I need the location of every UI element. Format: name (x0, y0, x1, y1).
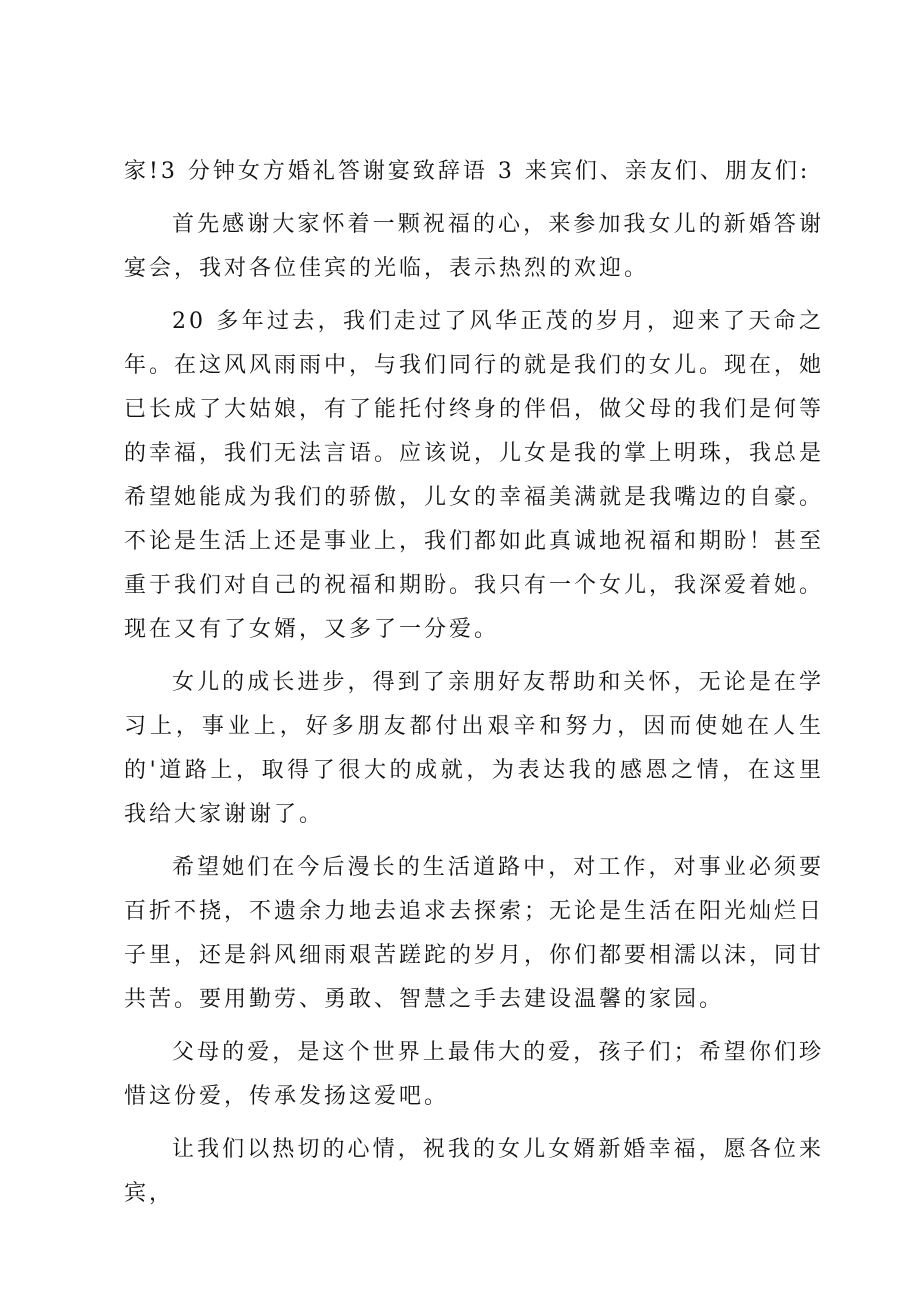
paragraph-blessing: 让我们以热切的心情，祝我的女儿女婿新婚幸福，愿各位来宾， (124, 1137, 824, 1206)
paragraph-thanks: 首先感谢大家怀着一颗祝福的心，来参加我女儿的新婚答谢宴会，我对各位佳宾的光临，表示热烈的欢迎。 (124, 212, 824, 281)
paragraph-hopes: 希望她们在今后漫长的生活道路中，对工作，对事业必须要百折不挠，不遗余力地去追求去探索；无论是生活在阳光灿烂日子里，还是斜风细雨艰苦蹉跎的岁月，你们都要相濡以沫，同甘共苦。要用勤劳、勇敢、智慧之手去建设温馨的家园。 (124, 855, 825, 1012)
paragraph-parents-love: 父母的爱，是这个世界上最伟大的爱，孩子们；希望你们珍惜这份爱，传承发扬这爱吧。 (124, 1040, 824, 1109)
document-body (124, 150, 824, 1225)
paragraph-opening: 家!3 分钟女方婚礼答谢宴致辞语 3 来宾们、亲友们、朋友们: (124, 159, 811, 184)
paragraph-daughter-growth: 女儿的成长进步，得到了亲朋好友帮助和关怀，无论是在学习上，事业上，好多朋友都付出艰辛和努力，因而使她在人生的'道路上，取得了很大的成就，为表达我的感恩之情，在这里我给大家谢谢了。 (124, 670, 824, 827)
paragraph-twenty-years: 20 多年过去，我们走过了风华正茂的岁月，迎来了天命之年。在这风风雨雨中，与我们同行的就是我们的女儿。现在，她已长成了大姑娘，有了能托付终身的伴侣，做父母的我们是何等的幸福，我们无法言语。应该说，儿女是我的掌上明珠，我总是希望她能成为我们的骄傲，儿女的幸福美满就是我嘴边的自豪。不论是生活上还是事业上，我们都如此真诚地祝福和期盼！甚至重于我们对自己的祝福和期盼。我只有一个女儿，我深爱着她。现在又有了女婿，又多了一分爱。 (124, 309, 825, 642)
